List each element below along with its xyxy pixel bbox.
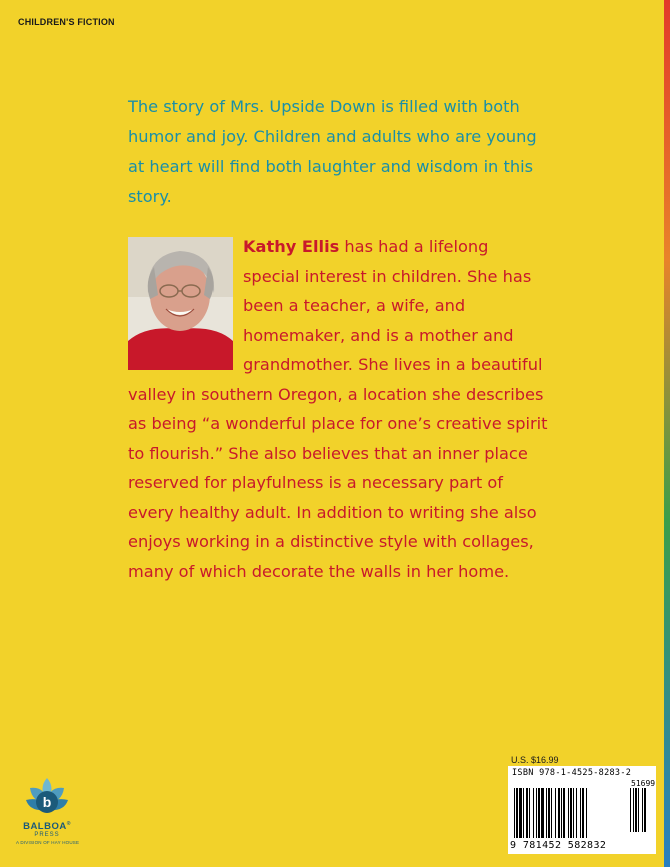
- svg-text:b: b: [42, 794, 52, 810]
- genre-label: CHILDREN'S FICTION: [18, 17, 115, 27]
- balboa-lotus-icon: [26, 776, 68, 820]
- author-bio: [128, 232, 548, 586]
- isbn-text: ISBN 978-1-4525-8283-2: [512, 768, 632, 778]
- book-blurb: The story of Mrs. Upside Down is filled with both humor and joy. Children and adults who are young at heart will find both laughter and wisdom in this story.: [128, 97, 537, 206]
- publisher-division: A DIVISION OF HAY HOUSE: [16, 840, 80, 846]
- barcode-bars: [514, 788, 652, 840]
- author-photo: [128, 237, 233, 370]
- author-name: Kathy Ellis: [243, 237, 340, 256]
- author-bio-text: has had a lifelong special interest in children. She has been a teacher, a wife, and homemaker, and is a mother and grandmother. She lives in a beautiful valley in southern Oregon, a location she describes as being “a wonderful place for one’s creative spirit to flourish.” She also believes that an inner place reserved for playfulness is a necessary part of every healthy adult. In addition to writing she also enjoys working in a distinctive style with collages, many of which decorate the walls in her home.: [128, 237, 548, 581]
- publisher-name: BALBOA®: [23, 821, 71, 833]
- cover-edge-strip: [664, 0, 670, 867]
- publisher-imprint: PRESS: [34, 832, 60, 839]
- barcode-addon-number: 51699: [631, 779, 656, 788]
- ean-number: 9 781452 582832: [510, 840, 607, 851]
- price-label: U.S. $16.99: [511, 755, 559, 765]
- publisher-logo: [16, 776, 78, 856]
- isbn-barcode: [508, 766, 656, 854]
